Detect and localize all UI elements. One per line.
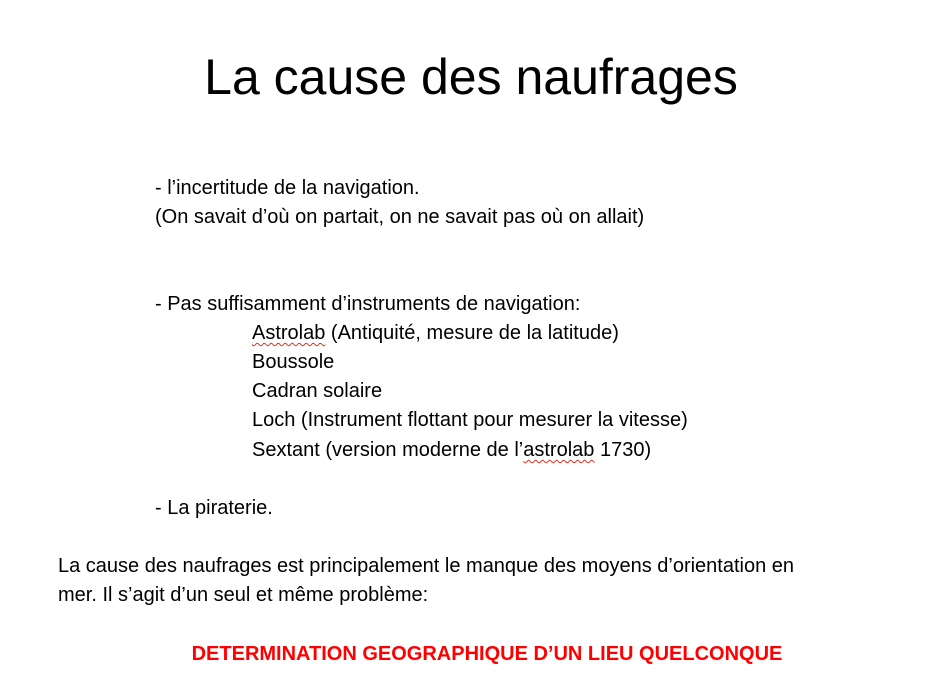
navigation-uncertainty-explanation: (On savait d’où on partait, on ne savait pas où on allait) — [155, 206, 645, 228]
misspelled-word-astrolab[interactable]: Astrolab — [252, 322, 326, 344]
instrument-loch: Loch (Instrument flottant pour mesurer la vitesse) — [252, 409, 688, 431]
instrument-sextant — [252, 436, 651, 465]
instrument-sextant-prefix: Sextant (version moderne de l’ — [252, 439, 524, 461]
instrument-astrolab — [252, 319, 619, 348]
instrument-astrolab-description: (Antiquité, mesure de la latitude) — [325, 322, 619, 344]
slide-title: La cause des naufrages — [204, 49, 738, 105]
conclusion-line-2: mer. Il s’agit d’un seul et même problème: — [58, 584, 429, 606]
misspelled-word-astrolab-2[interactable]: astrolab — [523, 439, 595, 461]
instrument-boussole: Boussole — [252, 351, 335, 373]
instrument-cadran-solaire: Cadran solaire — [252, 380, 383, 402]
instrument-sextant-suffix: 1730) — [594, 439, 652, 461]
conclusion-paragraph — [58, 552, 898, 610]
conclusion-line-1: La cause des naufrages est principalement le manque des moyens d’orientation en — [58, 555, 795, 577]
bullet-navigation-uncertainty: - l’incertitude de la navigation. — [155, 177, 420, 199]
bullet-instruments-heading: - Pas suffisamment d’instruments de navigation: — [155, 293, 581, 315]
highlight-statement: DETERMINATION GEOGRAPHIQUE D’UN LIEU QUELCONQUE — [191, 643, 783, 665]
bullet-piracy: - La piraterie. — [155, 497, 273, 519]
